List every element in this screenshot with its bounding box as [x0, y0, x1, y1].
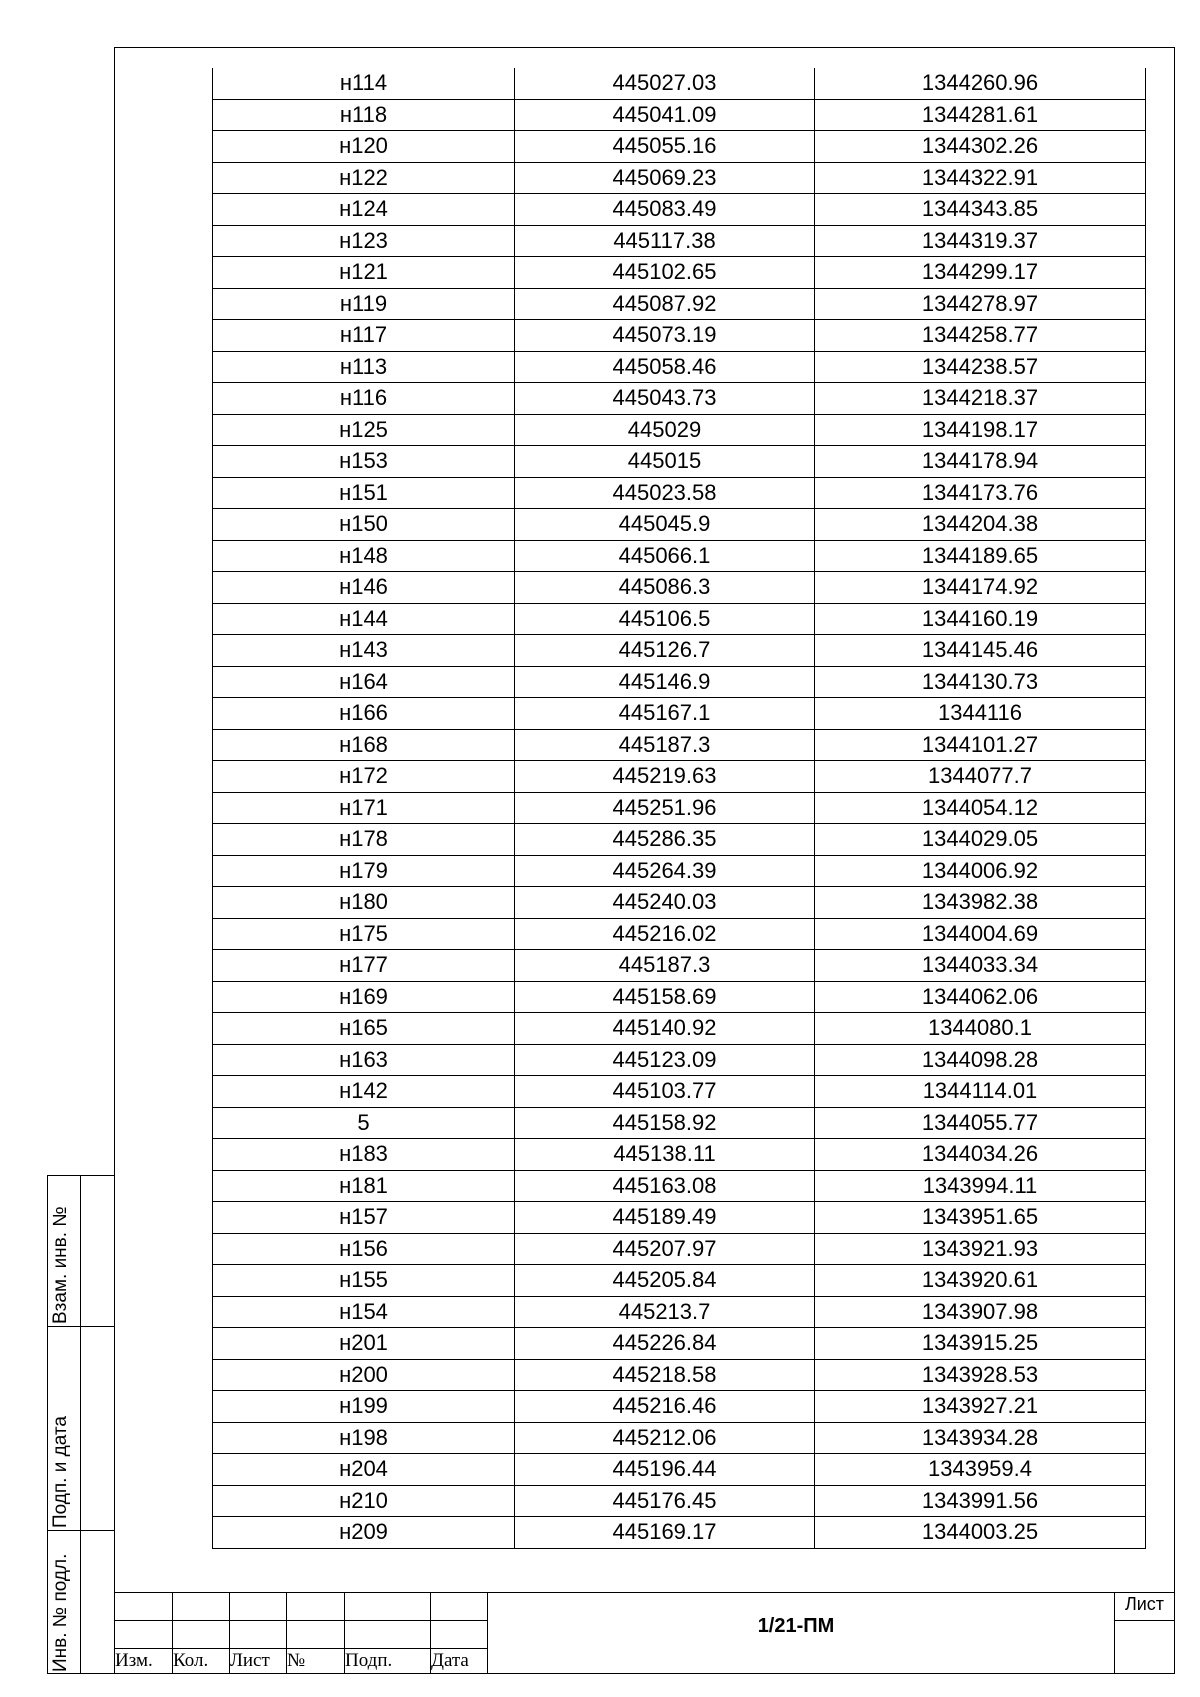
y-coordinate-cell: 1343928.53 [815, 1359, 1146, 1391]
coordinates-table [212, 68, 1146, 1549]
y-coordinate-cell: 1344174.92 [815, 572, 1146, 604]
side-stamp-row-divider [47, 1326, 114, 1327]
y-coordinate-cell: 1344238.57 [815, 351, 1146, 383]
point-name-cell: н198 [213, 1422, 515, 1454]
y-coordinate-cell: 1344299.17 [815, 257, 1146, 289]
table-row [213, 1265, 1146, 1297]
x-coordinate-cell: 445027.03 [515, 68, 815, 99]
table-row [213, 1296, 1146, 1328]
y-coordinate-cell: 1344055.77 [815, 1107, 1146, 1139]
x-coordinate-cell: 445055.16 [515, 131, 815, 163]
y-coordinate-cell: 1344054.12 [815, 792, 1146, 824]
table-row [213, 477, 1146, 509]
table-row [213, 572, 1146, 604]
point-name-cell: н156 [213, 1233, 515, 1265]
y-coordinate-cell: 1344260.96 [815, 68, 1146, 99]
x-coordinate-cell: 445158.92 [515, 1107, 815, 1139]
y-coordinate-cell: 1343907.98 [815, 1296, 1146, 1328]
point-name-cell: 5 [213, 1107, 515, 1139]
y-coordinate-cell: 1344319.37 [815, 225, 1146, 257]
point-name-cell: н114 [213, 68, 515, 99]
point-name-cell: н116 [213, 383, 515, 415]
point-name-cell: н151 [213, 477, 515, 509]
y-coordinate-cell: 1344145.46 [815, 635, 1146, 667]
table-row [213, 225, 1146, 257]
title-block-row-divider [114, 1648, 487, 1649]
point-name-cell: н163 [213, 1044, 515, 1076]
y-coordinate-cell: 1343991.56 [815, 1485, 1146, 1517]
point-name-cell: н120 [213, 131, 515, 163]
col-number: № [287, 1650, 306, 1671]
point-name-cell: н153 [213, 446, 515, 478]
table-row [213, 855, 1146, 887]
y-coordinate-cell: 1343959.4 [815, 1454, 1146, 1486]
y-coordinate-cell: 1344173.76 [815, 477, 1146, 509]
table-row [213, 1454, 1146, 1486]
point-name-cell: н169 [213, 981, 515, 1013]
x-coordinate-cell: 445167.1 [515, 698, 815, 730]
x-coordinate-cell: 445286.35 [515, 824, 815, 856]
table-row [213, 603, 1146, 635]
y-coordinate-cell: 1344204.38 [815, 509, 1146, 541]
point-name-cell: н142 [213, 1076, 515, 1108]
x-coordinate-cell: 445219.63 [515, 761, 815, 793]
table-row [213, 1517, 1146, 1549]
x-coordinate-cell: 445240.03 [515, 887, 815, 919]
x-coordinate-cell: 445187.3 [515, 729, 815, 761]
y-coordinate-cell: 1344004.69 [815, 918, 1146, 950]
point-name-cell: н181 [213, 1170, 515, 1202]
point-name-cell: н204 [213, 1454, 515, 1486]
x-coordinate-cell: 445103.77 [515, 1076, 815, 1108]
point-name-cell: н171 [213, 792, 515, 824]
x-coordinate-cell: 445207.97 [515, 1233, 815, 1265]
table-row [213, 792, 1146, 824]
point-name-cell: н157 [213, 1202, 515, 1234]
table-row [213, 1422, 1146, 1454]
x-coordinate-cell: 445226.84 [515, 1328, 815, 1360]
x-coordinate-cell: 445251.96 [515, 792, 815, 824]
point-name-cell: н209 [213, 1517, 515, 1549]
x-coordinate-cell: 445083.49 [515, 194, 815, 226]
x-coordinate-cell: 445102.65 [515, 257, 815, 289]
document-code: 1/21-ПМ [757, 1615, 835, 1637]
col-data: Дата [431, 1650, 469, 1671]
x-coordinate-cell: 445045.9 [515, 509, 815, 541]
point-name-cell: н166 [213, 698, 515, 730]
point-name-cell: н118 [213, 99, 515, 131]
y-coordinate-cell: 1344218.37 [815, 383, 1146, 415]
y-coordinate-cell: 1344198.17 [815, 414, 1146, 446]
y-coordinate-cell: 1344343.85 [815, 194, 1146, 226]
x-coordinate-cell: 445138.11 [515, 1139, 815, 1171]
point-name-cell: н148 [213, 540, 515, 572]
point-name-cell: н125 [213, 414, 515, 446]
point-name-cell: н150 [213, 509, 515, 541]
table-row [213, 288, 1146, 320]
table-row [213, 1233, 1146, 1265]
table-row [213, 1139, 1146, 1171]
x-coordinate-cell: 445066.1 [515, 540, 815, 572]
y-coordinate-cell: 1343921.93 [815, 1233, 1146, 1265]
sheet-label: Лист [1124, 1594, 1165, 1614]
table-row [213, 918, 1146, 950]
point-name-cell: н175 [213, 918, 515, 950]
table-row [213, 824, 1146, 856]
table-row [213, 509, 1146, 541]
table-row [213, 68, 1146, 99]
point-name-cell: н180 [213, 887, 515, 919]
x-coordinate-cell: 445041.09 [515, 99, 815, 131]
point-name-cell: н143 [213, 635, 515, 667]
point-name-cell: н177 [213, 950, 515, 982]
x-coordinate-cell: 445218.58 [515, 1359, 815, 1391]
col-podp: Подп. [345, 1650, 393, 1671]
y-coordinate-cell: 1344302.26 [815, 131, 1146, 163]
table-row [213, 1485, 1146, 1517]
table-row [213, 887, 1146, 919]
table-row [213, 446, 1146, 478]
point-name-cell: н200 [213, 1359, 515, 1391]
table-row [213, 1391, 1146, 1423]
x-coordinate-cell: 445264.39 [515, 855, 815, 887]
x-coordinate-cell: 445196.44 [515, 1454, 815, 1486]
point-name-cell: н199 [213, 1391, 515, 1423]
table-row [213, 1202, 1146, 1234]
y-coordinate-cell: 1344034.26 [815, 1139, 1146, 1171]
table-row [213, 981, 1146, 1013]
x-coordinate-cell: 445087.92 [515, 288, 815, 320]
table-row [213, 1328, 1146, 1360]
y-coordinate-cell: 1343927.21 [815, 1391, 1146, 1423]
table-row [213, 761, 1146, 793]
table-row [213, 414, 1146, 446]
point-name-cell: н122 [213, 162, 515, 194]
x-coordinate-cell: 445146.9 [515, 666, 815, 698]
point-name-cell: н183 [213, 1139, 515, 1171]
table-row [213, 729, 1146, 761]
y-coordinate-cell: 1343915.25 [815, 1328, 1146, 1360]
x-coordinate-cell: 445212.06 [515, 1422, 815, 1454]
point-name-cell: н178 [213, 824, 515, 856]
sheet-number [1110, 1620, 1175, 1674]
x-coordinate-cell: 445216.46 [515, 1391, 815, 1423]
table-row [213, 1076, 1146, 1108]
point-name-cell: н165 [213, 1013, 515, 1045]
y-coordinate-cell: 1344278.97 [815, 288, 1146, 320]
y-coordinate-cell: 1344029.05 [815, 824, 1146, 856]
title-block-row-divider [114, 1620, 487, 1621]
point-name-cell: н164 [213, 666, 515, 698]
table-row [213, 666, 1146, 698]
podp-data-label: Подп. и дата [50, 1416, 71, 1528]
table-row [213, 351, 1146, 383]
x-coordinate-cell: 445169.17 [515, 1517, 815, 1549]
point-name-cell: н201 [213, 1328, 515, 1360]
table-row [213, 162, 1146, 194]
y-coordinate-cell: 1343994.11 [815, 1170, 1146, 1202]
x-coordinate-cell: 445023.58 [515, 477, 815, 509]
x-coordinate-cell: 445163.08 [515, 1170, 815, 1202]
table-row [213, 950, 1146, 982]
point-name-cell: н155 [213, 1265, 515, 1297]
x-coordinate-cell: 445205.84 [515, 1265, 815, 1297]
y-coordinate-cell: 1344116 [815, 698, 1146, 730]
table-row [213, 1359, 1146, 1391]
y-coordinate-cell: 1344322.91 [815, 162, 1146, 194]
point-name-cell: н119 [213, 288, 515, 320]
point-name-cell: н121 [213, 257, 515, 289]
y-coordinate-cell: 1344178.94 [815, 446, 1146, 478]
point-name-cell: н146 [213, 572, 515, 604]
y-coordinate-cell: 1344101.27 [815, 729, 1146, 761]
x-coordinate-cell: 445216.02 [515, 918, 815, 950]
x-coordinate-cell: 445058.46 [515, 351, 815, 383]
x-coordinate-cell: 445073.19 [515, 320, 815, 352]
point-name-cell: н113 [213, 351, 515, 383]
col-izm: Изм. [115, 1650, 153, 1671]
y-coordinate-cell: 1343951.65 [815, 1202, 1146, 1234]
point-name-cell: н124 [213, 194, 515, 226]
col-list: Лист [230, 1650, 270, 1671]
x-coordinate-cell: 445029 [515, 414, 815, 446]
y-coordinate-cell: 1344062.06 [815, 981, 1146, 1013]
y-coordinate-cell: 1344258.77 [815, 320, 1146, 352]
y-coordinate-cell: 1344114.01 [815, 1076, 1146, 1108]
x-coordinate-cell: 445187.3 [515, 950, 815, 982]
table-row [213, 194, 1146, 226]
table-row [213, 131, 1146, 163]
table-row [213, 383, 1146, 415]
table-row [213, 1013, 1146, 1045]
point-name-cell: н144 [213, 603, 515, 635]
point-name-cell: н172 [213, 761, 515, 793]
y-coordinate-cell: 1344080.1 [815, 1013, 1146, 1045]
inv-podl-label: Инв. № подл. [50, 1553, 71, 1672]
table-row [213, 320, 1146, 352]
x-coordinate-cell: 445069.23 [515, 162, 815, 194]
point-name-cell: н168 [213, 729, 515, 761]
table-row [213, 1170, 1146, 1202]
y-coordinate-cell: 1344006.92 [815, 855, 1146, 887]
table-row [213, 540, 1146, 572]
point-name-cell: н179 [213, 855, 515, 887]
x-coordinate-cell: 445015 [515, 446, 815, 478]
y-coordinate-cell: 1344130.73 [815, 666, 1146, 698]
x-coordinate-cell: 445123.09 [515, 1044, 815, 1076]
side-stamp-row-divider [47, 1530, 114, 1531]
x-coordinate-cell: 445176.45 [515, 1485, 815, 1517]
col-kol: Кол. [173, 1650, 209, 1671]
y-coordinate-cell: 1344281.61 [815, 99, 1146, 131]
x-coordinate-cell: 445213.7 [515, 1296, 815, 1328]
x-coordinate-cell: 445126.7 [515, 635, 815, 667]
y-coordinate-cell: 1344077.7 [815, 761, 1146, 793]
y-coordinate-cell: 1344160.19 [815, 603, 1146, 635]
x-coordinate-cell: 445106.5 [515, 603, 815, 635]
y-coordinate-cell: 1344033.34 [815, 950, 1146, 982]
y-coordinate-cell: 1343934.28 [815, 1422, 1146, 1454]
table-row [213, 635, 1146, 667]
table-row [213, 1107, 1146, 1139]
x-coordinate-cell: 445158.69 [515, 981, 815, 1013]
table-row [213, 698, 1146, 730]
x-coordinate-cell: 445117.38 [515, 225, 815, 257]
x-coordinate-cell: 445189.49 [515, 1202, 815, 1234]
y-coordinate-cell: 1344098.28 [815, 1044, 1146, 1076]
point-name-cell: н210 [213, 1485, 515, 1517]
y-coordinate-cell: 1344189.65 [815, 540, 1146, 572]
table-row [213, 1044, 1146, 1076]
x-coordinate-cell: 445140.92 [515, 1013, 815, 1045]
y-coordinate-cell: 1343920.61 [815, 1265, 1146, 1297]
side-stamp-divider [80, 1175, 81, 1674]
vzam-inv-label: Взам. инв. № [50, 1206, 71, 1324]
point-name-cell: н123 [213, 225, 515, 257]
table-row [213, 99, 1146, 131]
point-name-cell: н117 [213, 320, 515, 352]
x-coordinate-cell: 445086.3 [515, 572, 815, 604]
y-coordinate-cell: 1344003.25 [815, 1517, 1146, 1549]
x-coordinate-cell: 445043.73 [515, 383, 815, 415]
y-coordinate-cell: 1343982.38 [815, 887, 1146, 919]
table-row [213, 257, 1146, 289]
point-name-cell: н154 [213, 1296, 515, 1328]
